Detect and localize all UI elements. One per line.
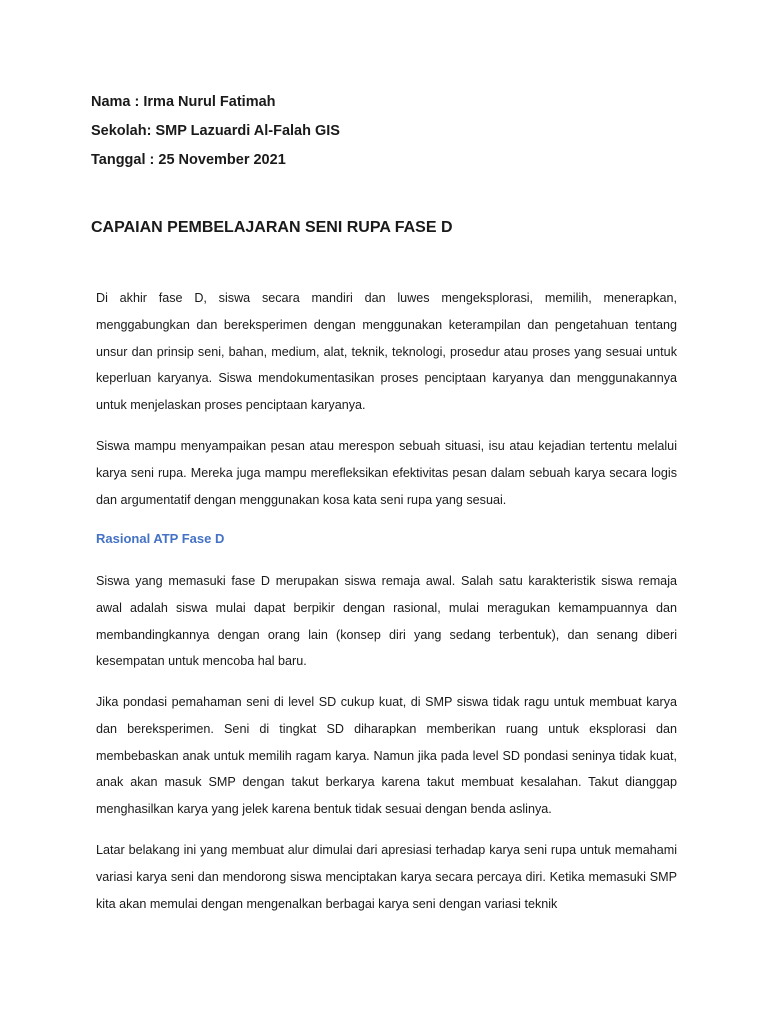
school-name: Sekolah: SMP Lazuardi Al-Falah GIS (91, 123, 340, 139)
document-title: CAPAIAN PEMBELAJARAN SENI RUPA FASE D (91, 219, 453, 236)
paragraph-background: Latar belakang ini yang membuat alur dimulai dari apresiasi terhadap karya seni rupa untuk memahami variasi karya seni dan mendorong siswa menciptakan karya secara percaya diri. Ketika memasuki SMP kita akan memulai dengan mengenalkan berbagai karya seni dengan variasi teknik (96, 843, 677, 911)
paragraph-message: Siswa mampu menyampaikan pesan atau merespon sebuah situasi, isu atau kejadian tertentu melalui karya seni rupa. Mereka juga mampu merefleksikan efektivitas pesan dalam sebuah karya secara logis dan argumentatif dengan menggunakan kosa kata seni rupa yang sesuai. (96, 439, 677, 507)
paragraph-foundation: Jika pondasi pemahaman seni di level SD cukup kuat, di SMP siswa tidak ragu untuk membuat karya dan bereksperimen. Seni di tingkat SD diharapkan memberikan ruang untuk eksplorasi dan membebaskan anak untuk memilih ragam karya. Namun jika pada level SD pondasi seninya tidak kuat, anak akan masuk SMP dengan takut berkarya karena takut membuat kesalahan. Takut dianggap menghasilkan karya yang jelek karena bentuk tidak sesuai dengan benda aslinya. (96, 695, 677, 817)
student-info (91, 92, 691, 179)
document-date: Tanggal : 25 November 2021 (91, 152, 286, 168)
student-name: Nama : Irma Nurul Fatimah (91, 94, 276, 110)
paragraph-achievement: Di akhir fase D, siswa secara mandiri dan luwes mengeksplorasi, memilih, menerapkan, menggabungkan dan bereksperimen dengan menggunakan keterampilan dan pengetahuan tentang unsur dan prinsip seni, bahan, medium, alat, teknik, teknologi, prosedur atau proses yang sesuai untuk keperluan karyanya. Siswa mendokumentasikan proses penciptaan karyanya dan menggunakannya untuk menjelaskan proses penciptaan karyanya. (96, 291, 677, 413)
section-heading-rasional: Rasional ATP Fase D (96, 531, 225, 546)
paragraph-early-adolescent: Siswa yang memasuki fase D merupakan siswa remaja awal. Salah satu karakteristik siswa remaja awal adalah siswa mulai dapat berpikir dengan rasional, mulai meragukan kemampuannya dan membandingkannya dengan orang lain (konsep diri yang sedang terbentuk), dan senang diberi kesempatan untuk mencoba hal baru. (96, 574, 677, 669)
